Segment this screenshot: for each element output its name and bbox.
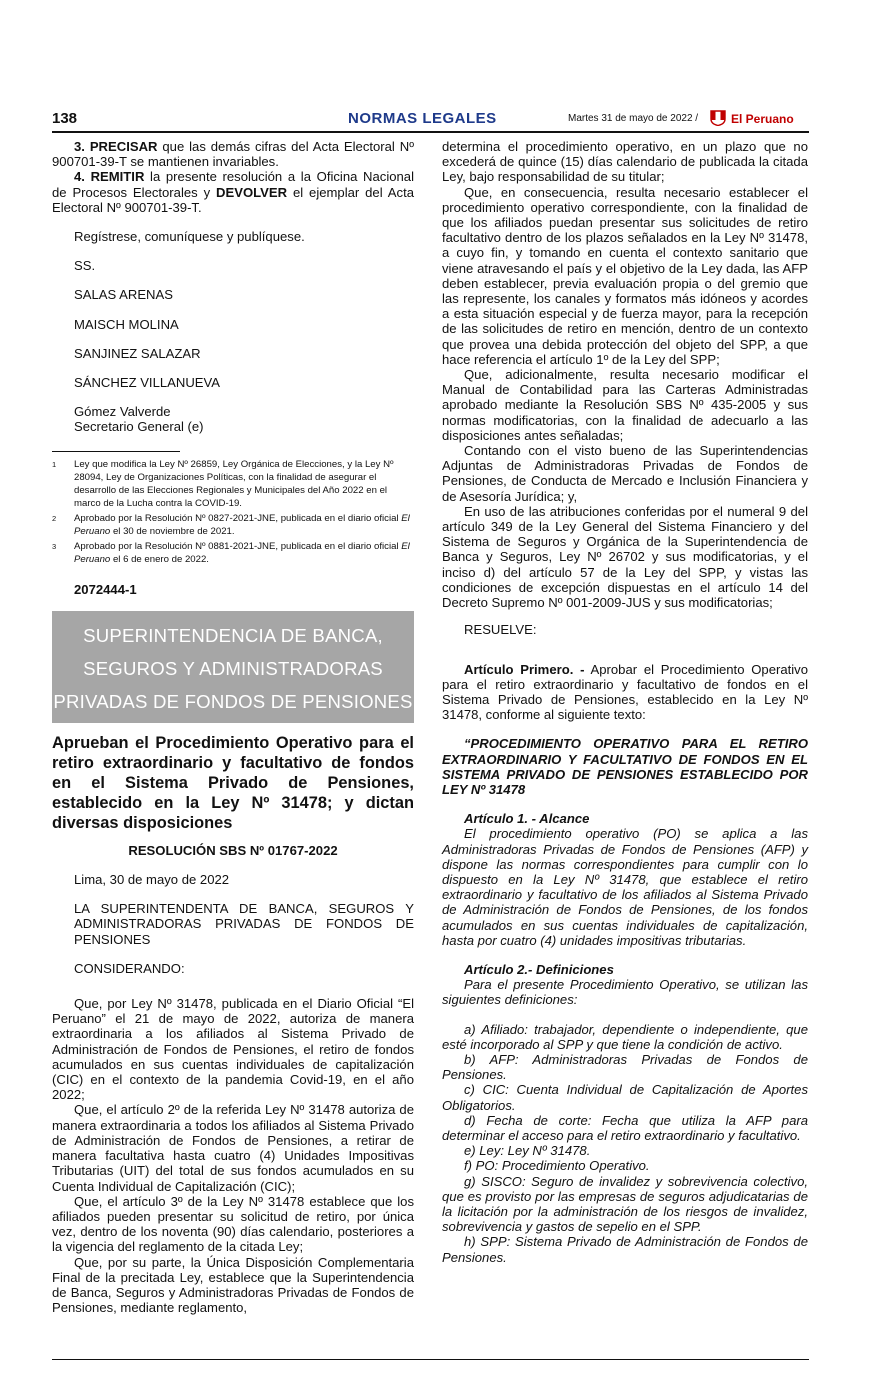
secretary-title: Secretario General (e) [74, 419, 204, 435]
whereas-paragraph: Que, el artículo 2º de la referida Ley Nº 31478 autoriza de manera extraordinaria a todos los afiliados al Sistema Privado de Administración de Fondos de Pensiones, a retirar de manera facultativa hasta cuatro (4) Unidades Impositivas Tributarias (UIT) del total de sus fondos acumulados en su Cuenta Individual de Capitalización (CIC); [52, 1102, 414, 1194]
signatory: MAISCH MOLINA [74, 316, 179, 332]
procedure-title: “PROCEDIMIENTO OPERATIVO PARA EL RETIRO EXTRAORDINARIO Y FACULTATIVO DE FONDOS EN EL SISTEMA PRIVADO DE PENSIONES ESTABLECIDO POR LEY Nº 31478 [442, 736, 808, 797]
article-4: 4. REMITIR la presente resolución a la Oficina Nacional de Procesos Electorales y DEVOLVER el ejemplar del Acta Electoral Nº 900701-39-T. [52, 169, 414, 215]
definition-item: f) PO: Procedimiento Operativo. [464, 1158, 650, 1174]
continued-paragraph: determina el procedimiento operativo, en un plazo que no excederá de quince (15) días calendario de publicada la citada Ley, bajo responsabilidad de su titular; [442, 139, 808, 185]
article-first: Artículo Primero. - Aprobar el Procedimiento Operativo para el retiro extraordinario y facultativo de fondos en el Sistema Privado de Pensiones, establecido en la Ley Nº 31478, conforme al siguiente texto: [442, 661, 808, 723]
brand-name: El Peruano [731, 112, 794, 126]
article-1-heading: Artículo 1. - Alcance [464, 811, 590, 827]
banner-line: SUPERINTENDENCIA DE BANCA, [83, 624, 383, 646]
document-title: Aprueban el Procedimiento Operativo para el retiro extraordinario y facultativo de fondos en el Sistema Privado de Pensiones, establecido en la Ley Nº 31478; y dictan diversas disposiciones [52, 733, 414, 832]
document-code: 2072444-1 [74, 581, 137, 597]
whereas-paragraph: Que, en consecuencia, resulta necesario establecer el procedimiento operativo correspondiente, con la finalidad de que los afiliados puedan presentar sus solicitudes de retiro facultativo dentro de los plazos señalados en la Ley Nº 31478, a cuyo fin, y tomando en cuenta el contexto sanitario que viene atravesando el país y el objetivo de la Ley dada, las AFP deben establecer, previa evaluación propia o del gremio que las represente, los canales y formatos más idóneos y acordes a esta situación especial y de fuerza mayor, para la recepción de las solicitudes de retiro en mención, dentro de un contexto que provea una debida protección del objeto del SPP, a que hace referencia el artículo 1º de la Ley del SPP; [442, 184, 808, 367]
footnote: 2 Aprobado por la Resolución Nº 0827-2021-JNE, publicada en el diario oficial El Peruano el 30 de noviembre de 2021. [52, 512, 410, 537]
resolves-label: RESUELVE: [464, 622, 537, 638]
journal-title: NORMAS LEGALES [348, 110, 497, 127]
signatory: SALAS ARENAS [74, 287, 173, 303]
article-1-text: El procedimiento operativo (PO) se aplica a las Administradoras Privadas de Fondos de Pensiones (AFP) y dispone las normas correspondientes para cumplir con lo dispuesto en la Ley Nº 31478, que establece el retiro extraordinario y facultativo de los afiliados al Sistema Privado de Administración de Fondos de Pensiones, de los fondos acumulados en sus cuentas individuales de capitalización, hasta por cuatro (4) unidades impositivas tributarias. [442, 826, 808, 948]
considering-label: CONSIDERANDO: [74, 960, 185, 976]
banner-line: SEGUROS Y ADMINISTRADORAS [83, 657, 383, 679]
whereas-paragraph: Que, por su parte, la Única Disposición Complementaria Final de la precitada Ley, establece que la Superintendencia de Banca, Seguros y Administradoras Privadas de Fondos de Pensiones, mediante reglamento, [52, 1254, 414, 1316]
whereas-paragraph: Que, adicionalmente, resulta necesario modificar el Manual de Contabilidad para las Carteras Administradas aprobado mediante la Resolución SBS Nº 435-2005 y sus normas modificatorias, con la finalidad de adecuarlo a las disposiciones antes señaladas; [442, 367, 808, 443]
institution-banner [52, 611, 414, 723]
peru-shield-icon [710, 110, 726, 126]
article-3: 3. PRECISAR que las demás cifras del Acta Electoral Nº 900701-39-T se mantienen invariables. [52, 139, 414, 170]
definition-item: h) SPP: Sistema Privado de Administración de Fondos de Pensiones. [442, 1234, 808, 1265]
right-column [442, 139, 808, 1265]
header-date: Martes 31 de mayo de 2022 / [568, 113, 699, 124]
register-formula: Regístrese, comuníquese y publíquese. [74, 229, 305, 245]
whereas-paragraph: En uso de las atribuciones conferidas por el numeral 9 del artículo 349 de la Ley General del Sistema Financiero y del Sistema de Seguros y Orgánica de la Superintendencia de Banca y Seguros, Ley Nº 26702 y sus modificatorias, y el inciso d) del artículo 57 de la Ley del SPP, y vistas las condiciones de excepción dispuestas en el artículo 14 del Decreto Supremo Nº 001-2009-JUS y sus modificatorias; [442, 503, 808, 611]
definition-item: b) AFP: Administradoras Privadas de Fondos de Pensiones. [442, 1051, 808, 1083]
banner-line: PRIVADAS DE FONDOS DE PENSIONES [53, 690, 413, 712]
definition-item: d) Fecha de corte: Fecha que utiliza la AFP para determinar el acceso para el retiro extraordinario y facultativo. [442, 1112, 808, 1143]
secretary-name: Gómez Valverde [74, 404, 171, 420]
whereas-paragraph: Contando con el visto bueno de las Superintendencias Adjuntas de Administradoras Privadas de Fondos de Pensiones, de Conducta de Mercado e Inclusión Financiera y de Asesoría Jurídica; y, [442, 443, 808, 504]
whereas-paragraph: Que, el artículo 3º de la Ley Nº 31478 establece que los afiliados pueden presentar su solicitud de retiro, por única vez, dentro de los noventa (90) días calendario, posteriores a la vigencia del reglamento de la citada Ley; [52, 1193, 414, 1255]
footnote: 1 Ley que modifica la Ley Nº 26859, Ley Orgánica de Elecciones, y la Ley Nº 28094, Ley de Organizaciones Políticas, con la finalidad de asegurar el desarrollo de las Elecciones Regionales y Municipales del Año 2022 en el marco de la Lucha contra la COVID-19. [52, 458, 394, 509]
signatory: SANJINEZ SALAZAR [74, 345, 201, 361]
footnote-rule [52, 451, 180, 452]
definition-item: e) Ley: Ley Nº 31478. [464, 1143, 591, 1159]
authority: LA SUPERINTENDENTA DE BANCA, SEGUROS Y ADMINISTRADORAS PRIVADAS DE FONDOS DE PENSIONES [74, 901, 414, 947]
definition-item: a) Afiliado: trabajador, dependiente o independiente, que esté incorporado al SPP y que tiene la condición de activo. [442, 1021, 808, 1052]
article-2-text: Para el presente Procedimiento Operativo, se utilizan las siguientes definiciones: [442, 977, 808, 1008]
page-header [52, 110, 809, 130]
ss-label: SS. [74, 258, 96, 274]
left-column [52, 139, 414, 1315]
resolution-number: RESOLUCIÓN SBS Nº 01767-2022 [128, 842, 338, 858]
definition-item: g) SISCO: Seguro de invalidez y sobrevivencia colectivo, que es provisto por las empresas de seguros adjudicatarias de la licitación por la administración de los riesgos de invalidez, sobrevivencia y gastos de sepelio en el SPP. [442, 1173, 808, 1235]
signatory: SÁNCHEZ VILLANUEVA [74, 375, 221, 391]
header-rule [52, 131, 809, 133]
footer-rule [52, 1359, 809, 1360]
page-number: 138 [52, 110, 78, 127]
article-2-heading: Artículo 2.- Definiciones [464, 961, 614, 977]
place-date: Lima, 30 de mayo de 2022 [74, 872, 230, 888]
footnote: 3 Aprobado por la Resolución Nº 0881-2021-JNE, publicada en el diario oficial El Peruano el 6 de enero de 2022. [52, 540, 410, 565]
definition-item: c) CIC: Cuenta Individual de Capitalización de Aportes Obligatorios. [442, 1082, 808, 1113]
whereas-paragraph: Que, por Ley Nº 31478, publicada en el Diario Oficial “El Peruano” el 21 de mayo de 2022, autoriza de manera extraordinaria a los afiliados al Sistema Privado de Administración de Fondos de Pensiones, el retiro de fondos acumulados en sus cuentas individuales de capitalización (CIC) en el contexto de la pandemia Covid-19, en el año 2022; [52, 996, 414, 1103]
